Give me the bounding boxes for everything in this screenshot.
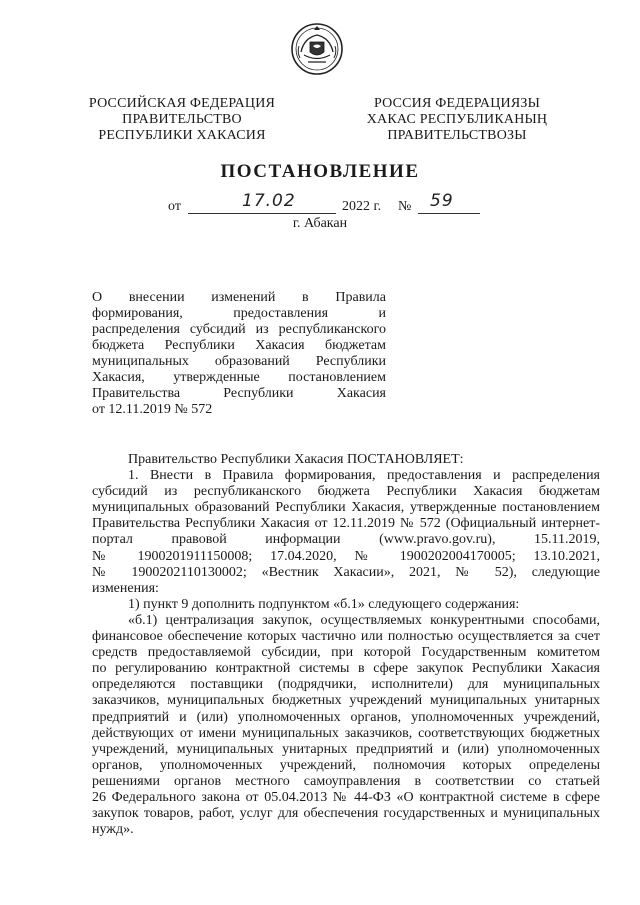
coat-of-arms-icon — [290, 22, 344, 76]
body-line: муниципальных образований Республики Хакасия, утвержденные постановлением — [92, 500, 600, 516]
subject-block — [92, 290, 386, 418]
body-line: заказчиков, муниципальных бюджетных учреждений муниципальных унитарных — [92, 693, 600, 709]
header-left-line: РОССИЙСКАЯ ФЕДЕРАЦИЯ — [88, 96, 276, 111]
subject-line: муниципальных образований Республики — [92, 354, 386, 369]
body-line: по регулированию контрактной системы в сфере закупок Республики Хакасия — [92, 661, 600, 677]
body-line: финансовое обеспечение которых частично или полностью осуществляется за счет — [92, 629, 600, 645]
body-line: 1) пункт 9 дополнить подпунктом «б.1» следующего содержания: — [128, 596, 520, 612]
document-body — [92, 452, 600, 838]
header-left-line: ПРАВИТЕЛЬСТВО — [122, 112, 242, 127]
body-line: Правительство Республики Хакасия ПОСТАНОВЛЯЕТ: — [128, 452, 464, 467]
year-text: 2022 г. — [342, 199, 382, 214]
subject-line: бюджета Республики Хакасия бюджетам — [92, 338, 386, 353]
subject-line: О внесении изменений в Правила — [92, 290, 386, 305]
body-line: изменения: — [92, 580, 159, 596]
number-sign: № — [398, 199, 412, 214]
subject-line: Хакасия, утвержденные постановлением — [92, 370, 386, 385]
body-line: № 1900201911150008; 17.04.2020, № 1900202004170005; 13.10.2021, — [92, 548, 600, 564]
body-line: «б.1) централизация закупок, осуществляемых конкурентными способами, — [128, 612, 600, 628]
body-line: 1. Внести в Правила формирования, предоставления и распределения — [128, 468, 600, 484]
body-line: определяются поставщики (подрядчики, исполнители) для муниципальных — [92, 677, 600, 693]
date-number-line — [168, 191, 488, 217]
header-right-line: РОССИЯ ФЕДЕРАЦИЯЗЫ — [373, 96, 541, 111]
date-handwritten: 17.02 — [242, 191, 296, 211]
body-line: органов, уполномоченных учреждений, полномочия которых определены — [92, 757, 600, 773]
body-line: учреждений, муниципальных унитарных предприятий и (или) уполномоченных — [92, 741, 600, 757]
header-right-line: ПРАВИТЕЛЬСТВОЗЫ — [387, 128, 527, 143]
body-line: средств предоставляемой субсидии, при которой Государственным комитетом — [92, 645, 600, 661]
body-line: № 1900202110130002; «Вестник Хакасии», 2021, № 52), следующие — [92, 564, 600, 580]
body-line: субсидий из республиканского бюджета Республики Хакасия бюджетам — [92, 484, 600, 500]
city-name: г. Абакан — [292, 216, 348, 231]
number-handwritten: 59 — [430, 191, 454, 211]
header-left-line: РЕСПУБЛИКИ ХАКАСИЯ — [98, 128, 266, 143]
date-prefix: от — [168, 199, 181, 214]
subject-line: от 12.11.2019 № 572 — [92, 402, 213, 417]
body-line: портал правовой информации (www.pravo.gov.ru), 15.11.2019, — [92, 532, 600, 548]
subject-line: Правительства Республики Хакасия — [92, 386, 386, 401]
subject-line: формирования, предоставления и — [92, 306, 386, 321]
header-right-block — [362, 96, 552, 144]
document-title: ПОСТАНОВЛЕНИЕ — [220, 161, 420, 182]
body-line: нужд». — [92, 822, 134, 838]
header-right-line: ХАКАС РЕСПУБЛИКАНЫҢ — [366, 112, 548, 127]
body-line: действующих от имени муниципальных заказчиков, соответствующих бюджетных — [92, 725, 600, 741]
body-line: закупок товаров, работ, услуг для обеспечения государственных и муниципальных — [92, 806, 600, 822]
body-line: 26 Федерального закона от 05.04.2013 № 44-ФЗ «О контрактной системе в сфере — [92, 789, 600, 805]
body-line: решениями органов местного самоуправления в соответствии со статьей — [92, 773, 600, 789]
body-line: предприятий и (или) уполномоченных органов, уполномоченных учреждений, — [92, 709, 600, 725]
subject-line: распределения субсидий из республиканского — [92, 322, 386, 337]
body-line: Правительства Республики Хакасия от 12.11.2019 № 572 (Официальный интернет- — [92, 516, 600, 532]
header-left-block — [84, 96, 280, 144]
